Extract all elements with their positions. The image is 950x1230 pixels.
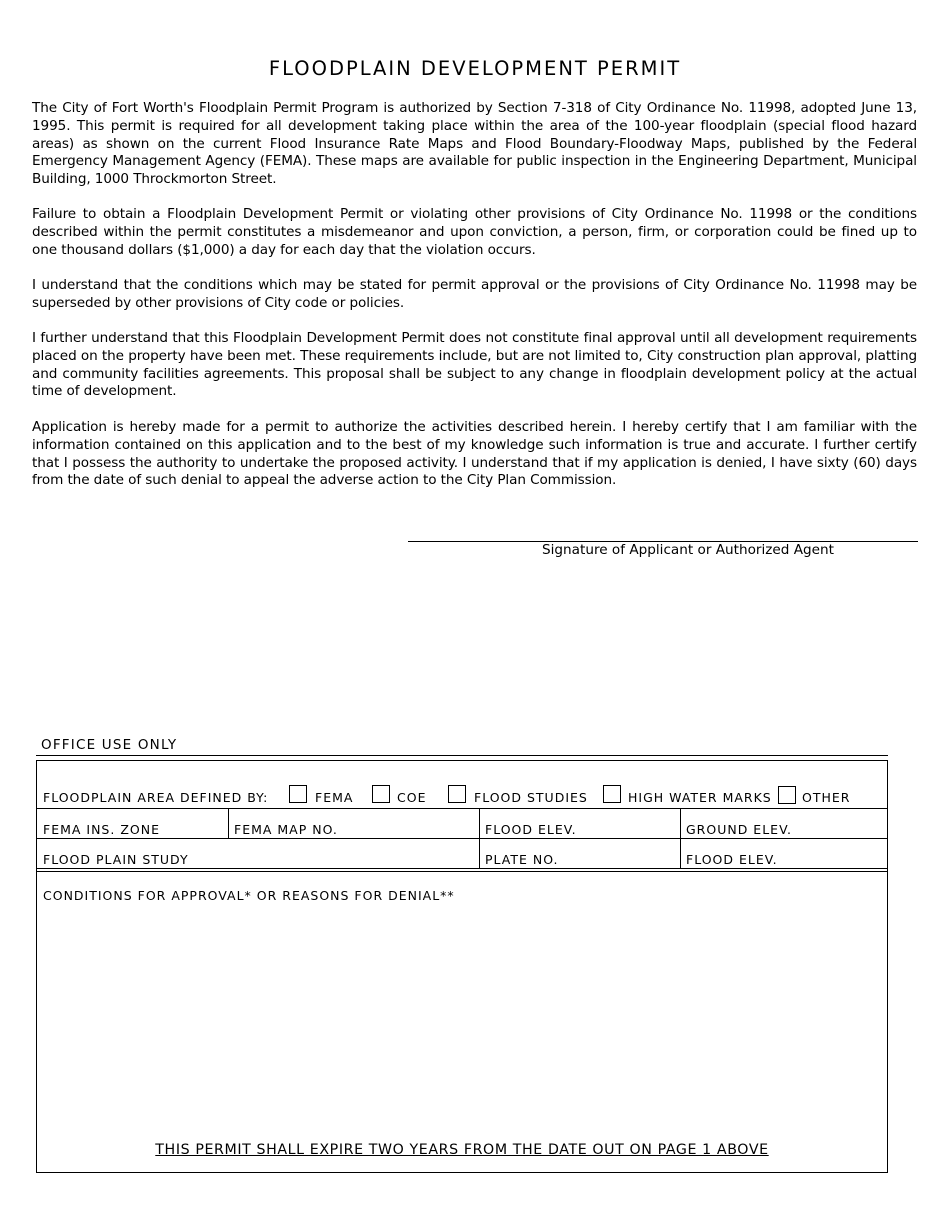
column-divider — [228, 808, 229, 838]
final-approval-paragraph: I further understand that this Floodplain Development Permit does not constitute final approval until all development requirements placed on the property have been met. These requirements include, but are not limited to, City construction plan approval, platting and community facilities agreements. This proposal shall be subject to any change in floodplain development policy at the actual time of development. — [32, 330, 917, 400]
coe-option-label: COE — [397, 790, 427, 805]
flood-elev-2-field[interactable]: FLOOD ELEV. — [686, 852, 778, 867]
superseded-paragraph: I understand that the conditions which may be stated for permit approval or the provisions of City Ordinance No. 11998 may be superseded by other provisions of City code or policies. — [32, 277, 917, 311]
fema-checkbox[interactable] — [289, 785, 307, 803]
fema-ins-zone-field[interactable]: FEMA INS. ZONE — [43, 822, 160, 837]
row-divider — [37, 838, 887, 839]
high-water-marks-checkbox[interactable] — [603, 785, 621, 803]
defined-by-label: FLOODPLAIN AREA DEFINED BY: — [43, 790, 269, 805]
certification-paragraph: Application is hereby made for a permit to authorize the activities described herein. I hereby certify that I am familiar with the information contained on this application and to the best of my knowledge such information is true and accurate. I further certify that I possess the authority to undertake the proposed activity. I understand that if my application is denied, I have sixty (60) days from the date of such denial to appeal the adverse action to the City Plan Commission. — [32, 419, 917, 489]
office-use-divider — [36, 755, 888, 756]
other-checkbox[interactable] — [778, 786, 796, 804]
fema-option-label: FEMA — [315, 790, 354, 805]
conditions-textarea[interactable] — [43, 909, 879, 1134]
conditions-label: CONDITIONS FOR APPROVAL* OR REASONS FOR DENIAL** — [43, 888, 455, 903]
row-divider — [37, 868, 887, 869]
row-divider — [37, 808, 887, 809]
ground-elev-field[interactable]: GROUND ELEV. — [686, 822, 792, 837]
expiration-notice: THIS PERMIT SHALL EXPIRE TWO YEARS FROM THE DATE OUT ON PAGE 1 ABOVE — [155, 1142, 769, 1158]
flood-studies-checkbox[interactable] — [448, 785, 466, 803]
plate-no-field[interactable]: PLATE NO. — [485, 852, 559, 867]
office-use-label: OFFICE USE ONLY — [41, 737, 178, 753]
penalty-paragraph: Failure to obtain a Floodplain Development Permit or violating other provisions of City Ordinance No. 11998 or the conditions described within the permit constitutes a misdemeanor and upon conviction, a person, firm, or corporation could be fined up to one thousand dollars ($1,000) a day for each day that the violation occurs. — [32, 206, 917, 258]
page-title: FLOODPLAIN DEVELOPMENT PERMIT — [268, 57, 682, 80]
other-option-label: OTHER — [802, 790, 851, 805]
coe-checkbox[interactable] — [372, 785, 390, 803]
flood-elev-field[interactable]: FLOOD ELEV. — [485, 822, 577, 837]
flood-plain-study-field[interactable]: FLOOD PLAIN STUDY — [43, 852, 189, 867]
flood-studies-option-label: FLOOD STUDIES — [474, 790, 588, 805]
authorization-paragraph: The City of Fort Worth's Floodplain Permit Program is authorized by Section 7-318 of City Ordinance No. 11998, adopted June 13, 1995. This permit is required for all development taking place within the area of the 100-year floodplain (special flood hazard areas) as shown on the current Flood Insurance Rate Maps and Flood Boundary-Floodway Maps, published by the Federal Emergency Management Agency (FEMA). These maps are available for public inspection in the Engineering Department, Municipal Building, 1000 Throckmorton Street. — [32, 100, 917, 188]
signature-label: Signature of Applicant or Authorized Agent — [542, 542, 834, 558]
high-water-marks-option-label: HIGH WATER MARKS — [628, 790, 772, 805]
fema-map-no-field[interactable]: FEMA MAP NO. — [234, 822, 338, 837]
office-use-form — [36, 760, 888, 1173]
row-divider — [37, 871, 887, 872]
